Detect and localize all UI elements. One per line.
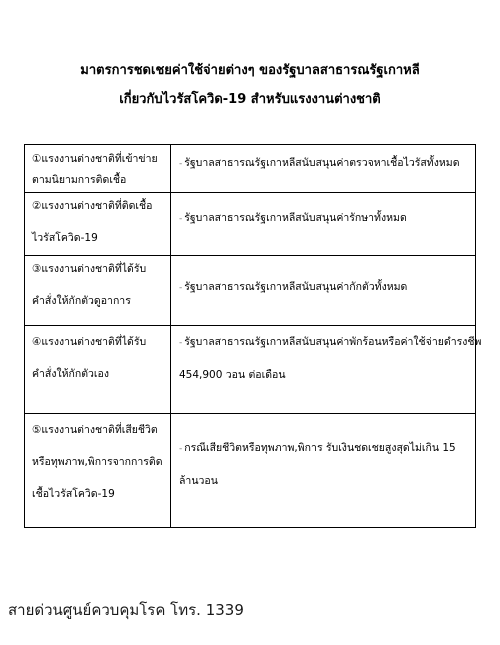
beneficiary-cell xyxy=(25,326,171,414)
support-text: ล้านวอน xyxy=(179,475,218,487)
beneficiary-text: ②แรงงานต่างชาติที่ติดเชื้อ xyxy=(32,200,153,212)
table-row xyxy=(25,326,476,414)
support-text: รัฐบาลสาธารณรัฐเกาหลีสนับสนุนค่ารักษาทั้งหมด xyxy=(184,212,407,224)
dash-marker: - xyxy=(179,338,183,348)
beneficiary-cell xyxy=(25,193,171,256)
support-cell xyxy=(171,145,476,193)
support-cell xyxy=(171,193,476,256)
beneficiary-text: ไวรัสโควิด-19 xyxy=(32,232,98,244)
table-row xyxy=(25,256,476,326)
beneficiary-text: ③แรงงานต่างชาติที่ได้รับ xyxy=(32,263,147,275)
hotline-footer: สายด่วนศูนย์ควบคุมโรค โทร. 1339 xyxy=(8,601,244,619)
support-text: รัฐบาลสาธารณรัฐเกาหลีสนับสนุนค่ากักตัวทั้งหมด xyxy=(184,281,408,293)
beneficiary-cell xyxy=(25,414,171,528)
beneficiary-text: คำสั่งให้กักตัวดูอาการ xyxy=(32,295,131,307)
beneficiary-text: ④แรงงานต่างชาติที่ได้รับ xyxy=(32,336,147,348)
support-text: รัฐบาลสาธารณรัฐเกาหลีสนับสนุนค่าพักร้อนหรือค่าใช้จ่ายดำรงชีพ xyxy=(184,336,482,348)
support-cell xyxy=(171,326,482,414)
support-cell xyxy=(171,414,476,528)
beneficiary-text: คำสั่งให้กักตัวเอง xyxy=(32,368,109,380)
dash-marker: - xyxy=(179,214,183,224)
beneficiary-text: เชื้อไวรัสโควิด-19 xyxy=(32,488,115,500)
support-text: กรณีเสียชีวิตหรือทุพภาพ,พิการ รับเงินชดเชยสูงสุดไม่เกิน 15 xyxy=(184,442,456,454)
document-title-line-2: เกี่ยวกับไวรัสโควิด-19 สำหรับแรงงานต่างชาติ xyxy=(119,92,381,107)
table-row xyxy=(25,414,476,528)
support-text: รัฐบาลสาธารณรัฐเกาหลีสนับสนุนค่าตรวจหาเชื้อไวรัสทั้งหมด xyxy=(184,157,460,169)
beneficiary-cell xyxy=(25,145,171,193)
document-title-line-1: มาตรการชดเชยค่าใช้จ่ายต่างๆ ของรัฐบาลสาธารณรัฐเกาหลี xyxy=(80,63,420,78)
compensation-table xyxy=(24,144,482,528)
table-row xyxy=(25,193,476,256)
dash-marker: - xyxy=(179,444,183,454)
beneficiary-cell xyxy=(25,256,171,326)
beneficiary-text: ตามนิยามการติดเชื้อ xyxy=(32,174,127,186)
table-row xyxy=(25,145,476,193)
dash-marker: - xyxy=(179,159,183,169)
beneficiary-text: ①แรงงานต่างชาติที่เข้าข่าย xyxy=(32,153,158,165)
dash-marker: - xyxy=(179,283,183,293)
support-text: 454,900 วอน ต่อเดือน xyxy=(179,369,286,381)
beneficiary-text: หรือทุพภาพ,พิการจากการติด xyxy=(32,456,163,468)
beneficiary-text: ⑤แรงงานต่างชาติที่เสียชีวิต xyxy=(32,424,158,436)
support-cell xyxy=(171,256,476,326)
